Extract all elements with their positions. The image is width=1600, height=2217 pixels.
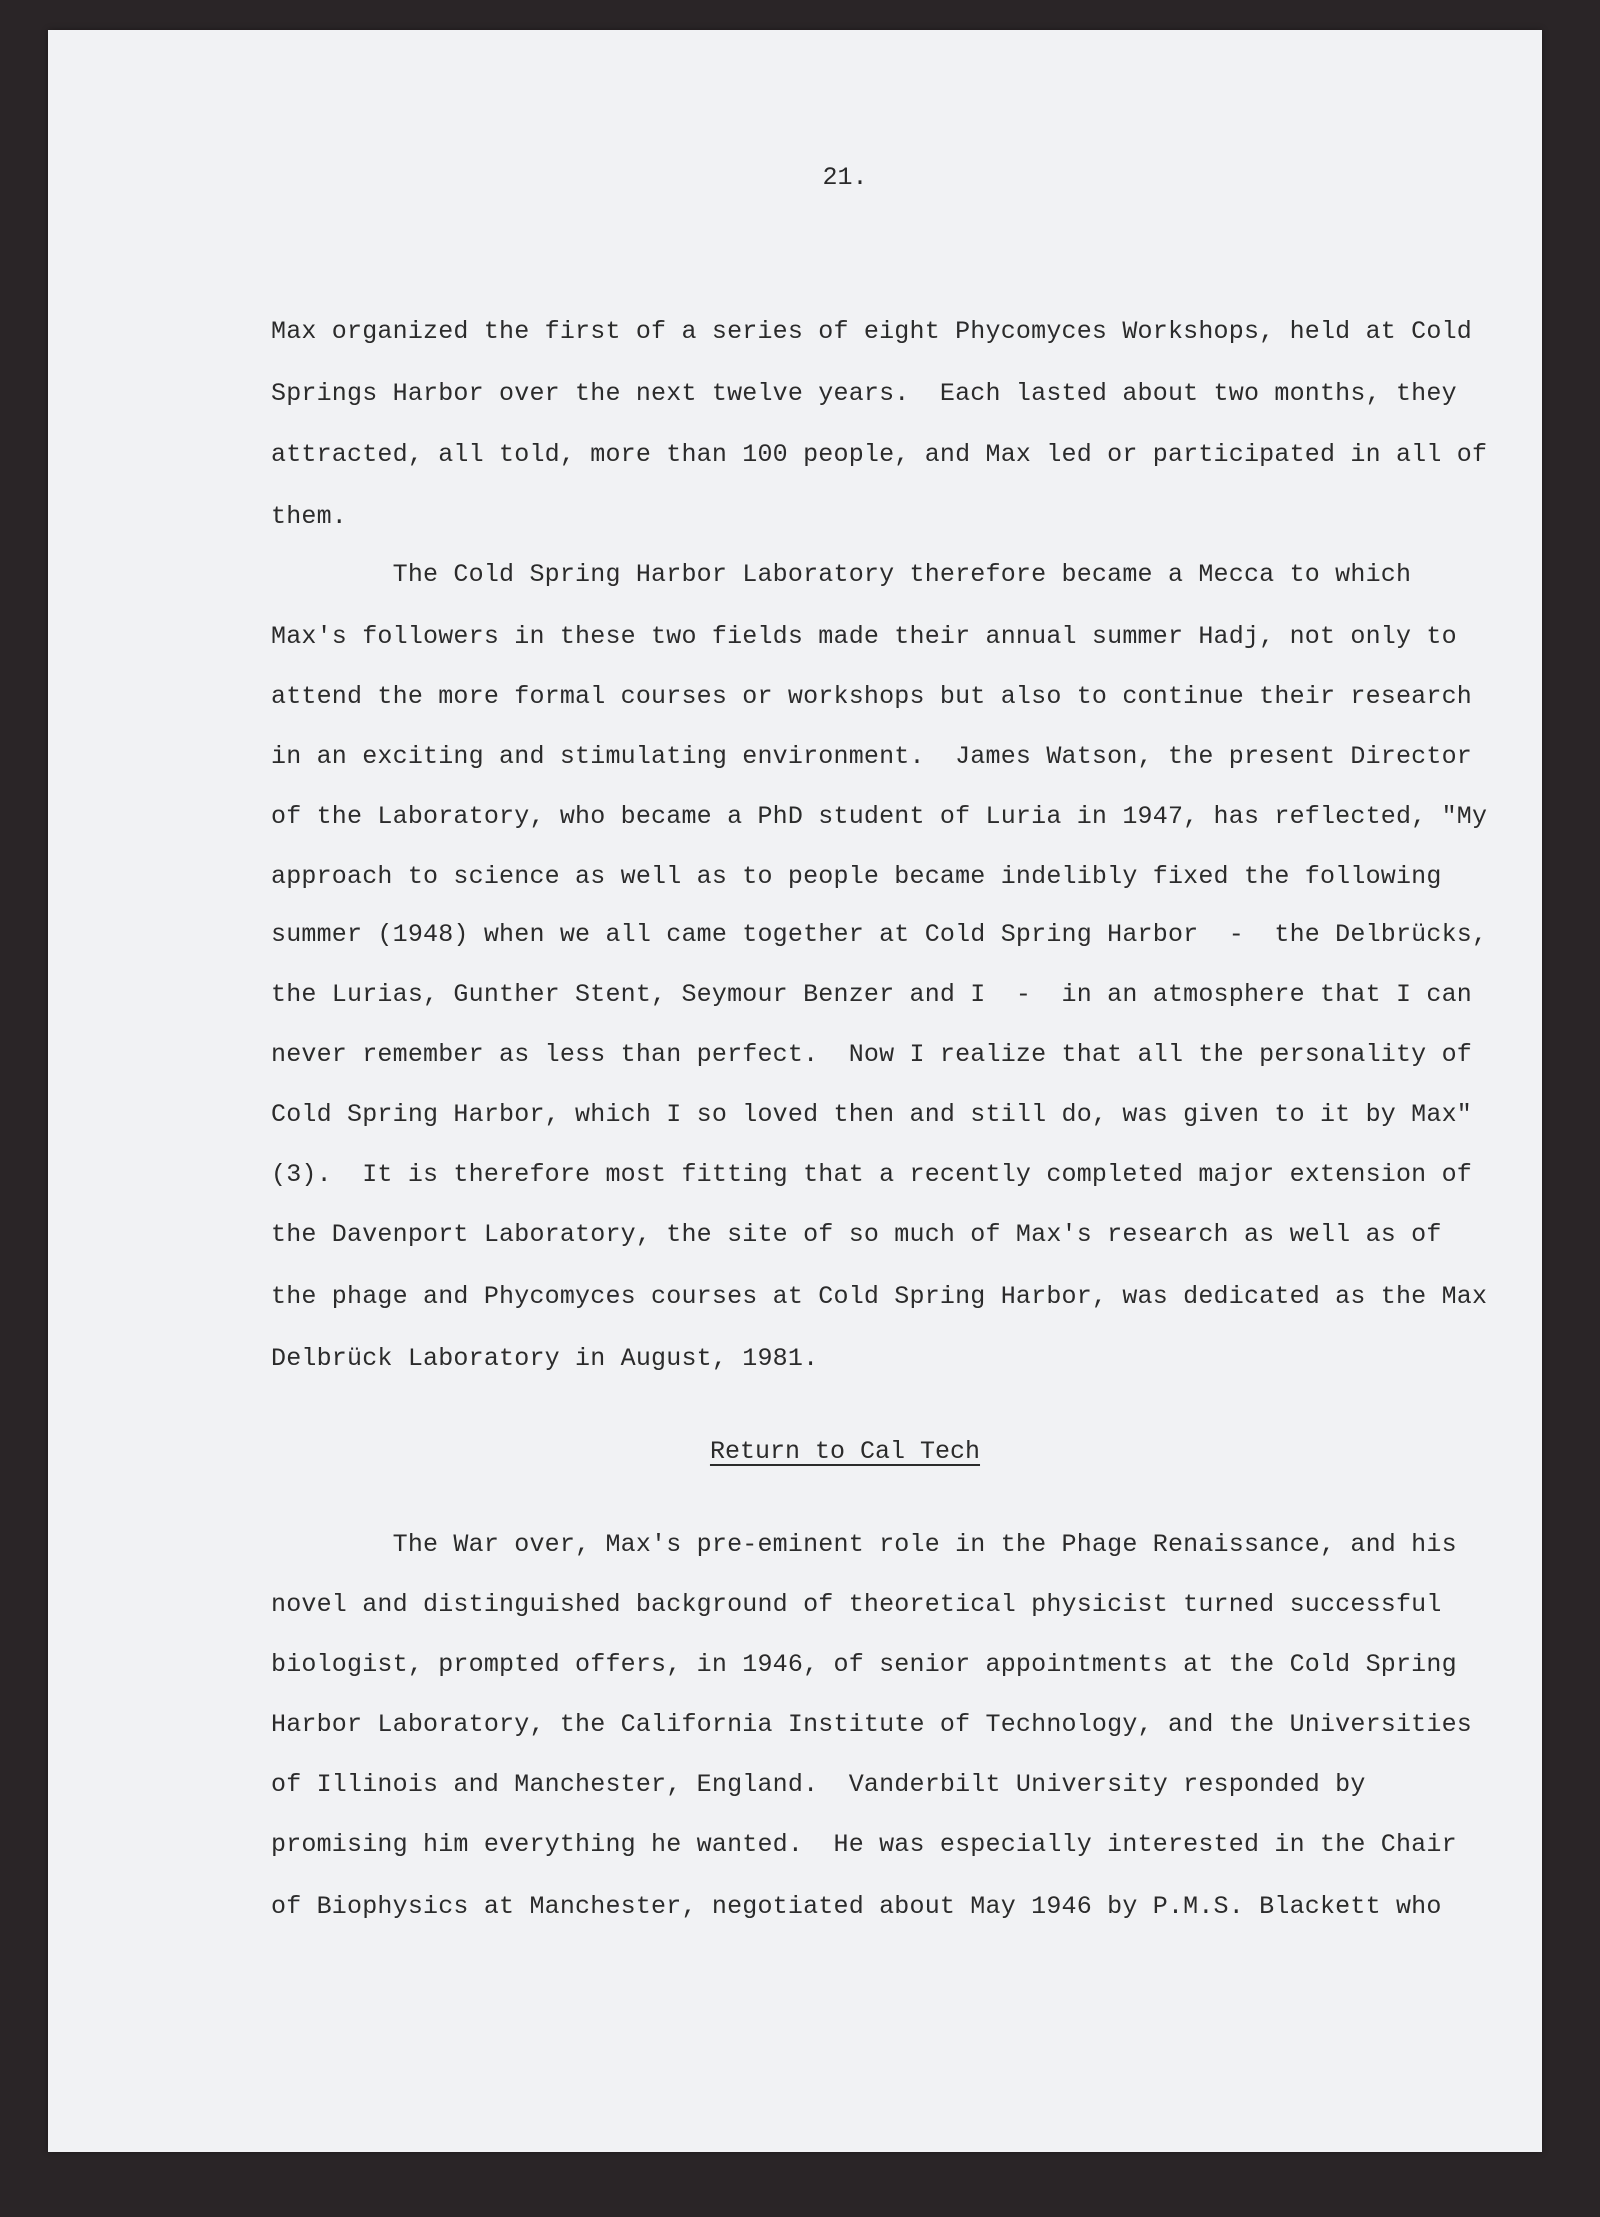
text-line: of Illinois and Manchester, England. Vanderbilt University responded by	[271, 1770, 1366, 1799]
text-line: the phage and Phycomyces courses at Cold Spring Harbor, was dedicated as the Max	[271, 1282, 1488, 1311]
text-line: Harbor Laboratory, the California Institute of Technology, and the Universities	[271, 1710, 1472, 1739]
text-line: (3). It is therefore most fitting that a recently completed major extension of	[271, 1160, 1472, 1189]
text-line: the Lurias, Gunther Stent, Seymour Benzer and I - in an atmosphere that I can	[271, 980, 1472, 1009]
text-line: summer (1948) when we all came together at Cold Spring Harbor - the Delbrücks,	[271, 920, 1488, 949]
text-line: attend the more formal courses or workshops but also to continue their research	[271, 682, 1472, 711]
text-line: Delbrück Laboratory in August, 1981.	[271, 1344, 819, 1373]
section-heading	[48, 1437, 1542, 1466]
text-line: The Cold Spring Harbor Laboratory therefore became a Mecca to which	[271, 560, 1412, 589]
text-line: novel and distinguished background of theoretical physicist turned successful	[271, 1590, 1442, 1619]
text-line: the Davenport Laboratory, the site of so much of Max's research as well as of	[271, 1220, 1442, 1249]
page-number: 21.	[822, 163, 868, 192]
text-line: them.	[271, 502, 348, 531]
text-line: approach to science as well as to people became indelibly fixed the following	[271, 862, 1442, 891]
text-line: of the Laboratory, who became a PhD student of Luria in 1947, has reflected, "My	[271, 802, 1488, 831]
text-line: The War over, Max's pre-eminent role in the Phage Renaissance, and his	[271, 1530, 1457, 1559]
text-line: biologist, prompted offers, in 1946, of senior appointments at the Cold Spring	[271, 1650, 1457, 1679]
text-line: of Biophysics at Manchester, negotiated about May 1946 by P.M.S. Blackett who	[271, 1892, 1442, 1921]
text-line: Springs Harbor over the next twelve years. Each lasted about two months, they	[271, 379, 1457, 408]
text-line: Cold Spring Harbor, which I so loved then and still do, was given to it by Max"	[271, 1100, 1472, 1129]
text-line: never remember as less than perfect. Now I realize that all the personality of	[271, 1040, 1472, 1069]
document-page	[48, 30, 1542, 2152]
section-heading-text: Return to Cal Tech	[709, 1437, 981, 1466]
text-line: Max organized the first of a series of eight Phycomyces Workshops, held at Cold	[271, 317, 1472, 346]
text-line: Max's followers in these two fields made their annual summer Hadj, not only to	[271, 622, 1457, 651]
text-line: attracted, all told, more than 100 people, and Max led or participated in all of	[271, 440, 1488, 469]
text-line: promising him everything he wanted. He was especially interested in the Chair	[271, 1830, 1457, 1859]
text-line: in an exciting and stimulating environment. James Watson, the present Director	[271, 742, 1472, 771]
